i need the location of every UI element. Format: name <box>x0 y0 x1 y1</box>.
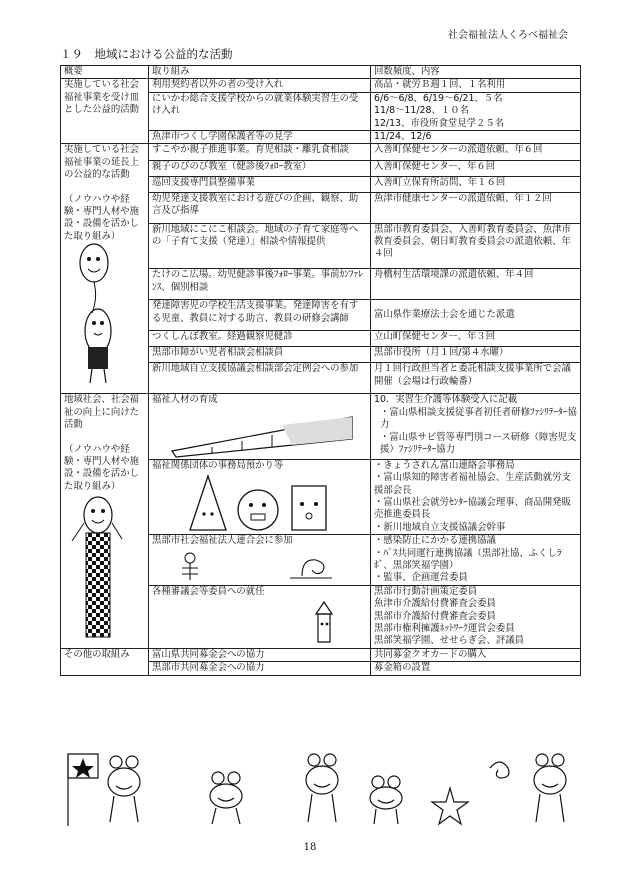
balloon-character-drawing <box>64 243 144 393</box>
frequency-cell: 6/6～6/8、6/19～6/21、５名 11/8～11/28、１０名 12/13、市役所食堂見学２５名 <box>371 92 581 130</box>
activity-cell: 利用契約者以外の者の受け入れ <box>149 79 371 92</box>
activity-cell: 富山県共同募金会への協力 <box>149 648 371 661</box>
activity-cell: にいかわ総合支援学校からの就業体験実習生の受け入れ <box>149 92 371 130</box>
frequency-cell: 入善町保健センター、年６回 <box>371 160 581 176</box>
activity-cell: 黒部市障がい児者相談会相談員 <box>149 347 371 363</box>
activity-cell: 各種審議会等委員への就任 <box>149 585 371 648</box>
frequency-cell: 募金箱の設置 <box>371 662 581 675</box>
header-overview: 概要 <box>61 66 149 79</box>
activity-cell: 黒部市社会福祉法人連合会に参加 <box>149 535 371 586</box>
frequency-cell: 共同募金クオカードの購入 <box>371 648 581 661</box>
page-header: 社会福祉法人くろべ福祉会 <box>448 30 568 41</box>
ruler-drawing <box>152 407 362 459</box>
activity-cell: 親子のびのび教室（健診後ﾌｫﾛｰ教室） <box>149 160 371 176</box>
activity-cell: 発達障害児の学校生活支援事業。発達障害を有する児童、教員に対する助言、教員の研修会講師 <box>149 300 371 331</box>
section-title: １９ 地域における公益的な活動 <box>60 47 233 61</box>
table-row <box>61 648 581 661</box>
activities-table <box>60 65 581 676</box>
group4-overview: その他の取組み <box>61 648 149 675</box>
group1-overview: 実施している社会福祉事業を受け皿とした公益的活動 <box>61 79 149 144</box>
arrow-character-drawing <box>152 598 362 646</box>
activity-cell: すこやか親子推進事業。育児相談・離乳食相談 <box>149 144 371 160</box>
table-row <box>61 79 581 92</box>
frequency-cell: 入善町保健センターの派遣依頼、年６回 <box>371 144 581 160</box>
group2-overview-text: 実施している社会福祉事業の延長上の公益的な活動 <box>64 144 140 181</box>
frequency-cell: 舟橋村生活環境課の派遣依頼、年４回 <box>371 269 581 300</box>
group3-overview <box>61 394 149 649</box>
table-header-row <box>61 66 581 79</box>
frequency-cell: 黒部市教育委員会、入善町教育委員会、魚津市教育委員会、朝日町教育委員会の派遣依頼、年４回 <box>371 223 581 269</box>
frequency-cell: 高品・就労Ｂ週１回、１名利用 <box>371 79 581 92</box>
group2-overview <box>61 144 149 394</box>
shapes-faces-drawing <box>152 472 362 534</box>
activity-cell: 幼児発達支援教室における遊びの企画、観察、助言及び指導 <box>149 192 371 223</box>
frequency-cell: 黒部市役所（月１回/第４水曜） <box>371 347 581 363</box>
table-row <box>61 144 581 160</box>
activity-cell: たけのこ広場。幼児健診事後ﾌｫﾛｰ事業。事前ｶﾝﾌｧﾚﾝｽ、個別相談 <box>149 269 371 300</box>
frequency-cell: 黒部市行動計画策定委員 魚津市介護給付費審査会委員 黒部市介護給付費審査会委員 黒部市権利擁護ﾈｯﾄﾜｰｸ運営会委員 黒部笑福学園、せせらぎ会、評議員 <box>371 585 581 648</box>
checkered-character-drawing <box>64 493 144 643</box>
activity-cell: 魚津市つくし学園保護者等の見学 <box>149 131 371 144</box>
frequency-cell: 10．実習生介護等体験受入に記載 ・富山県相談支援従事者初任者研修ﾌｧｼﾘﾃｰﾀｰ協力 ・富山県サビ管等専門別コース研修（障害児支援）ﾌｧｼﾘﾃｰﾀｰ協力 <box>371 394 581 459</box>
frog-characters-drawing <box>60 748 580 828</box>
activity-cell: つくしんぼ教室。経過観察児健診 <box>149 331 371 347</box>
table-row <box>61 394 581 459</box>
header-activity: 取り組み <box>149 66 371 79</box>
frequency-cell: 富山県作業療法士会を通じた派遣 <box>371 300 581 331</box>
frequency-cell: 月１回行政担当者と委託相談支援事業所で会議開催（会場は行政輪番） <box>371 363 581 394</box>
frequency-cell: ・感染防止にかかる連携協議 ・ﾊﾞｽ共同運行連携協議（黒部社協、ふくしﾗﾎﾞ、黒部笑福学園） ・監事、企画運営委員 <box>371 535 581 586</box>
frequency-cell: 魚津市健康センターの派遣依頼、年１２回 <box>371 192 581 223</box>
group3-overview-text: 地域社会、社会福祉の向上に向けた活動 <box>64 394 140 431</box>
frequency-cell: 入善町立保育所訪問、年１６回 <box>371 176 581 192</box>
frequency-cell: 11/24、12/6 <box>371 131 581 144</box>
activity-cell: 新川地域自立支援協議会相談部会定例会への参加 <box>149 363 371 394</box>
activity-cell: 新川地域にこにこ相談会。地域の子育て家庭等への「子育て支援（発達）」相談や情報提供 <box>149 223 371 269</box>
group3-note: （ノウハウや経験・専門人材や施設・設備を活かした取り組み） <box>64 443 140 492</box>
activity-cell: 福祉人材の育成 <box>149 394 371 459</box>
header-frequency: 回数頻度、内容 <box>371 66 581 79</box>
group2-note: （ノウハウや経験・専門人材や施設・設備を活かした取り組み） <box>64 193 140 242</box>
activity-cell: 巡回支援専門員整備事業 <box>149 176 371 192</box>
bug-snail-drawing <box>152 548 362 584</box>
page-number: 18 <box>303 842 317 853</box>
activity-cell: 黒部市共同募金会への協力 <box>149 662 371 675</box>
frequency-cell: ・きょうされん富山連絡会事務局 ・富山県知的障害者福祉協会、生産活動就労支援部会長 ・富山県社会就労ｾﾝﾀｰ協議会理事、商品開発販売推進委員長 ・新川地域自立支援協議会幹事 <box>371 459 581 534</box>
activity-cell: 福祉関係団体の事務局預かり等 <box>149 459 371 534</box>
frequency-cell: 立山町保健センター、年３回 <box>371 331 581 347</box>
